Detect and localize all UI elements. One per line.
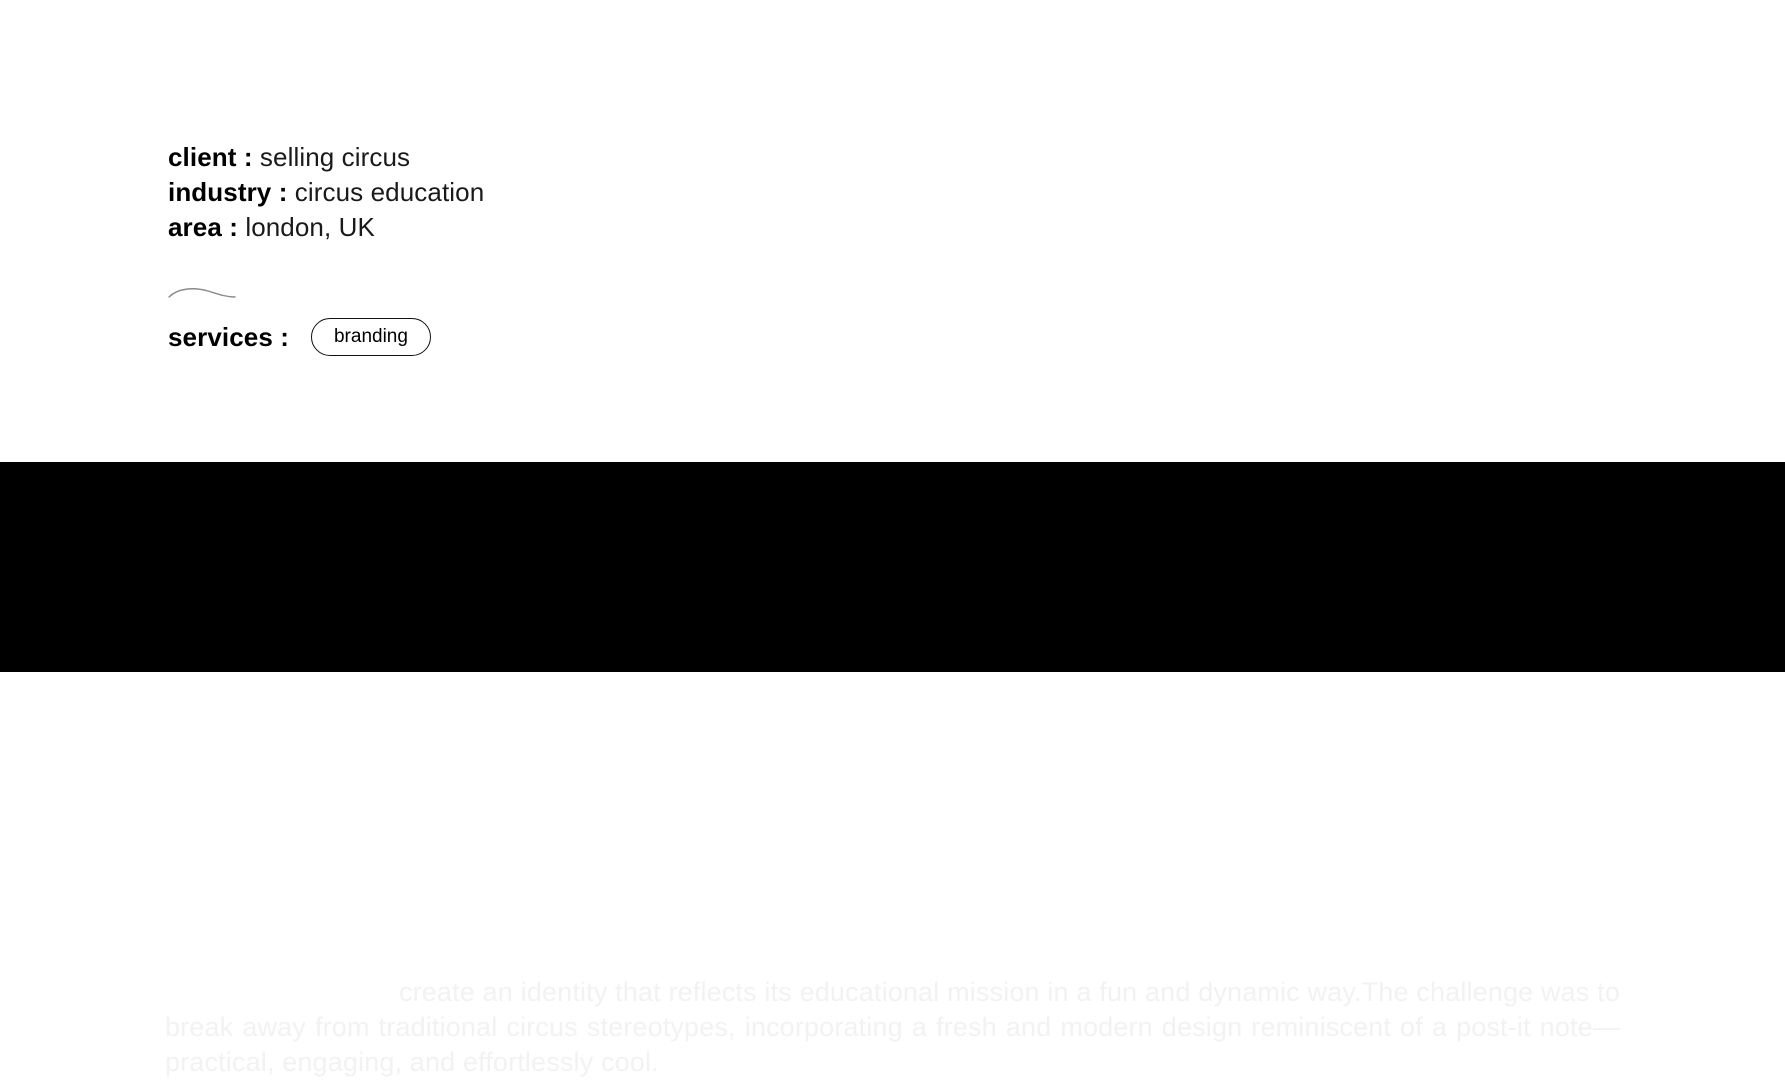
service-tag-branding[interactable]: branding	[311, 318, 431, 356]
meta-value-area: london, UK	[245, 212, 375, 242]
squiggle-divider-icon	[168, 286, 238, 300]
meta-row-area	[168, 210, 1068, 245]
meta-key-area: area :	[168, 212, 238, 242]
meta-row-client	[168, 140, 1068, 175]
brand-challenge-band	[0, 462, 1785, 1077]
project-meta-block	[168, 140, 1068, 245]
meta-value-industry: circus education	[294, 177, 485, 207]
brand-challenge-text	[165, 975, 1620, 1080]
services-label: services :	[168, 321, 289, 352]
meta-row-industry	[168, 175, 1068, 210]
services-row	[168, 318, 431, 356]
meta-key-client: client :	[168, 142, 253, 172]
meta-value-client: selling circus	[259, 142, 411, 172]
meta-key-industry: industry :	[168, 177, 288, 207]
brand-challenge-label: brand challenge :	[165, 977, 392, 1007]
brand-challenge-body: create an identity that reflects its educational mission in a fun and dynamic way.The challenge was to break away from traditional circus stereotypes, incorporating a fresh and modern design reminiscent of a post-it note—practical, engaging, and effortlessly cool.	[165, 977, 1620, 1077]
